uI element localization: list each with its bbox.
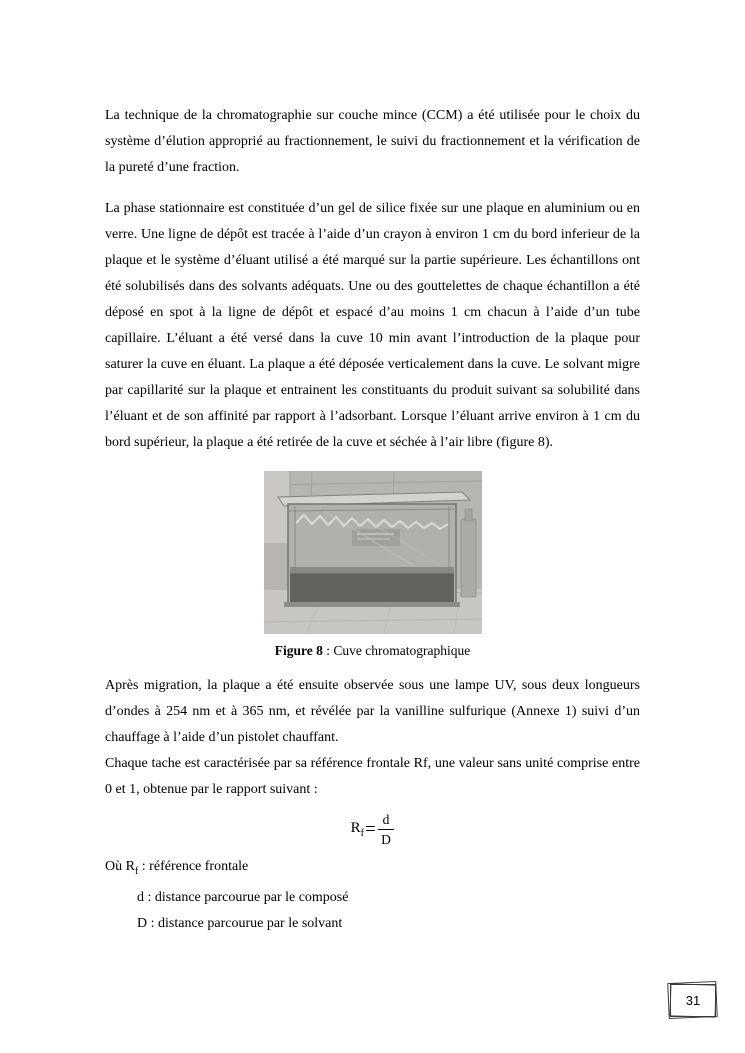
paragraph-uv-revelation: Après migration, la plaque a été ensuite observée sous une lampe UV, sous deux longueurs d’ondes à 254 nm et à 365 nm, et révélée par la vanilline sulfurique (Annexe 1) suivi d’un chauffage à l’aide d’un pistolet chauffant.	[105, 678, 640, 745]
fraction	[378, 811, 395, 848]
fraction-numerator: d	[378, 811, 395, 830]
chromatography-tank-photo	[264, 471, 482, 634]
page-number: 31	[685, 993, 701, 1008]
paragraph-rf-definition: Chaque tache est caractérisée par sa référence frontale Rf, une valeur sans unité comprise entre 0 et 1, obtenue par le rapport suivant :	[105, 756, 640, 797]
definition-D: D : distance parcourue par le solvant	[137, 915, 343, 931]
equals-sign: =	[364, 818, 376, 840]
formula-symbol: $R_f$	[350, 820, 364, 839]
figure-8-block	[105, 471, 640, 661]
page-number-box	[670, 984, 716, 1017]
paragraph-ccm-intro: La technique de la chromatographie sur couche mince (CCM) a été utilisée pour le choix du système d’élution approprié au fractionnement, le suivi du fractionnement et la vérification de la pureté d’une fraction.	[105, 108, 640, 175]
fraction-denominator: D	[381, 832, 391, 847]
paragraph-stationary-phase: La phase stationnaire est constituée d’un gel de silice fixée sur une plaque en aluminium ou en verre. Une ligne de dépôt est tracée à l’aide d’un crayon à environ 1 cm du bord inferieur de la plaque et le système d’éluant utilisé a été marqué sur la partie supérieure. Les échantillons ont été solubilisés dans des solvants adéquats. Une ou des gouttelettes de chaque échantillon a été déposé en spot à la ligne de dépôt et espacé d’au moins 1 cm chacun à l’aide d’un tube capillaire. L’éluant a été versé dans la cuve 10 min avant l’introduction de la plaque pour saturer la cuve en éluant. La plaque a été déposée verticalement dans la cuve. Le solvant migre par capillarité sur la plaque et entrainent les constituants du produit suivant sa solubilité dans l’éluant et de son affinité par rapport à l’adsorbant. Lorsque l’éluant arrive environ à 1 cm du bord supérieur, la plaque a été retirée de la cuve et séchée à l’air libre (figure 8).	[105, 201, 640, 450]
figure-caption-text: : Cuve chromatographique	[322, 643, 471, 658]
definition-d: d : distance parcourue par le composé	[137, 889, 349, 905]
figure-caption-label: Figure 8	[274, 643, 323, 658]
rf-formula	[105, 811, 640, 848]
definition-rf: Où $R_f$ : référence frontale	[105, 859, 249, 877]
page-content	[105, 103, 640, 937]
tank-photo-illustration	[264, 471, 482, 634]
figure-caption	[105, 641, 640, 661]
